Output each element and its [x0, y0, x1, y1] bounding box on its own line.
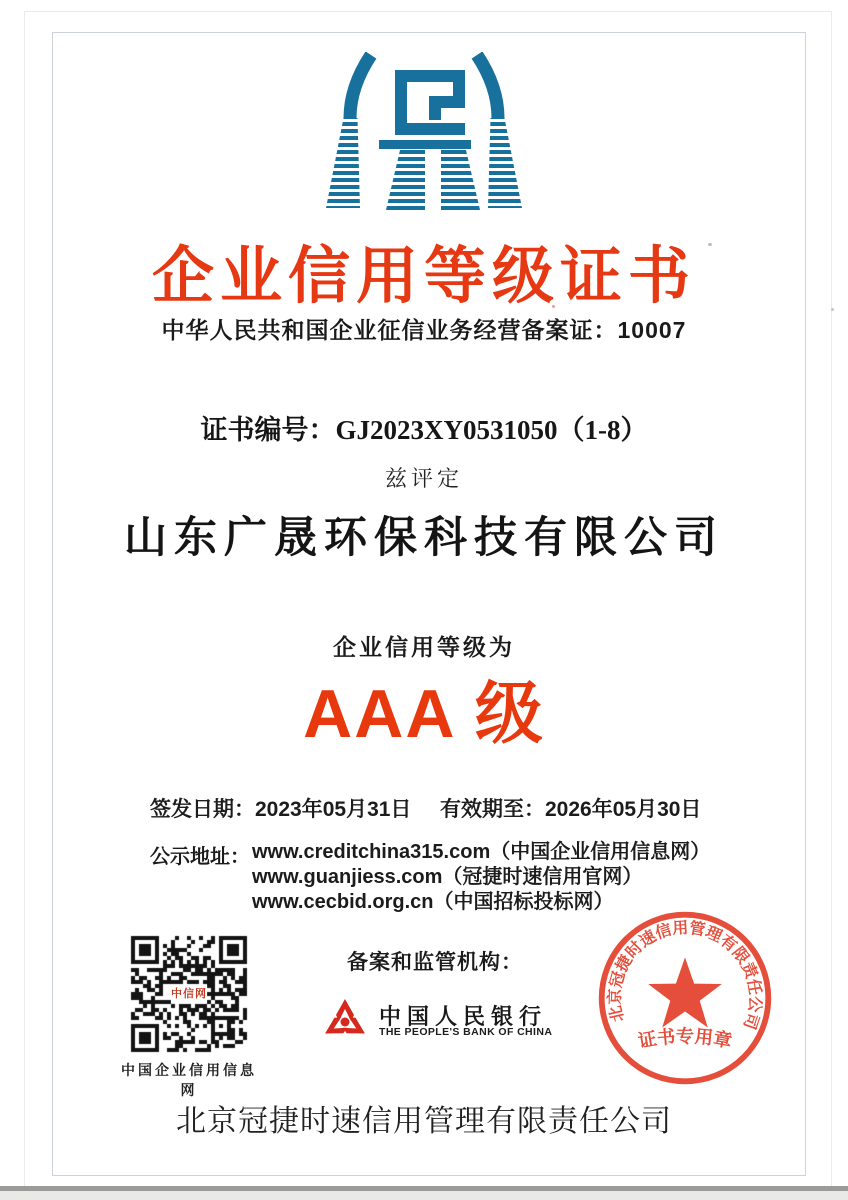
certificate-title: 企业信用等级证书	[151, 242, 696, 311]
pboc-emblem-icon	[320, 997, 370, 1047]
seal-bottom-text: 证书专用章	[636, 1025, 734, 1052]
issue-date-line	[150, 793, 411, 823]
certificate-number-value: GJ2023XY0531050（1-8）	[335, 415, 648, 445]
valid-date-label: 有效期至：	[440, 798, 545, 821]
issuer-seal	[593, 906, 777, 1090]
svg-text:证书专用章	[636, 1026, 733, 1052]
publicity-label: 公示地址：	[150, 846, 250, 868]
pboc-name-en: THE PEOPLE'S BANK OF CHINA	[379, 1026, 553, 1038]
certificate-number-line	[0, 408, 848, 447]
regulator-label: 备案和监管机构：	[347, 951, 523, 974]
qr-caption: 中国企业信用信息网	[121, 1062, 257, 1098]
seal-ring-text: 北京冠捷时速信用管理有限责任公司	[606, 919, 764, 1032]
issue-date-value: 2023年05月31日	[255, 798, 412, 821]
issuer-company-name: 北京冠捷时速信用管理有限责任公司	[176, 1105, 672, 1138]
seal-star-icon	[648, 957, 722, 1027]
scan-bottom-edge-light	[0, 1191, 848, 1200]
publicity-site: www.guanjiess.com（冠捷时速信用官网）	[252, 866, 643, 888]
qr-code	[128, 933, 250, 1055]
rating-value: AAA 级	[303, 676, 545, 752]
rated-company-name: 山东广晟环保科技有限公司	[124, 515, 724, 562]
certificate-number-label: 证书编号：	[200, 415, 336, 445]
issue-date-label: 签发日期：	[150, 798, 255, 821]
valid-date-value: 2026年05月30日	[545, 798, 702, 821]
filing-license-line: 中华人民共和国企业征信业务经营备案证：10007	[161, 317, 687, 343]
declare-text: 兹评定	[384, 466, 463, 491]
qr-center-label: 中信网	[171, 985, 207, 1003]
pboc-name-cn: 中国人民银行	[379, 1004, 548, 1029]
valid-date-line	[440, 793, 701, 823]
rating-label: 企业信用等级为	[333, 634, 515, 660]
publicity-site: www.cecbid.org.cn（中国招标投标网）	[252, 891, 614, 913]
issuer-logo-icon	[324, 52, 524, 217]
publicity-site-list	[252, 840, 710, 915]
publicity-site: www.creditchina315.com（中国企业信用信息网）	[252, 841, 711, 863]
